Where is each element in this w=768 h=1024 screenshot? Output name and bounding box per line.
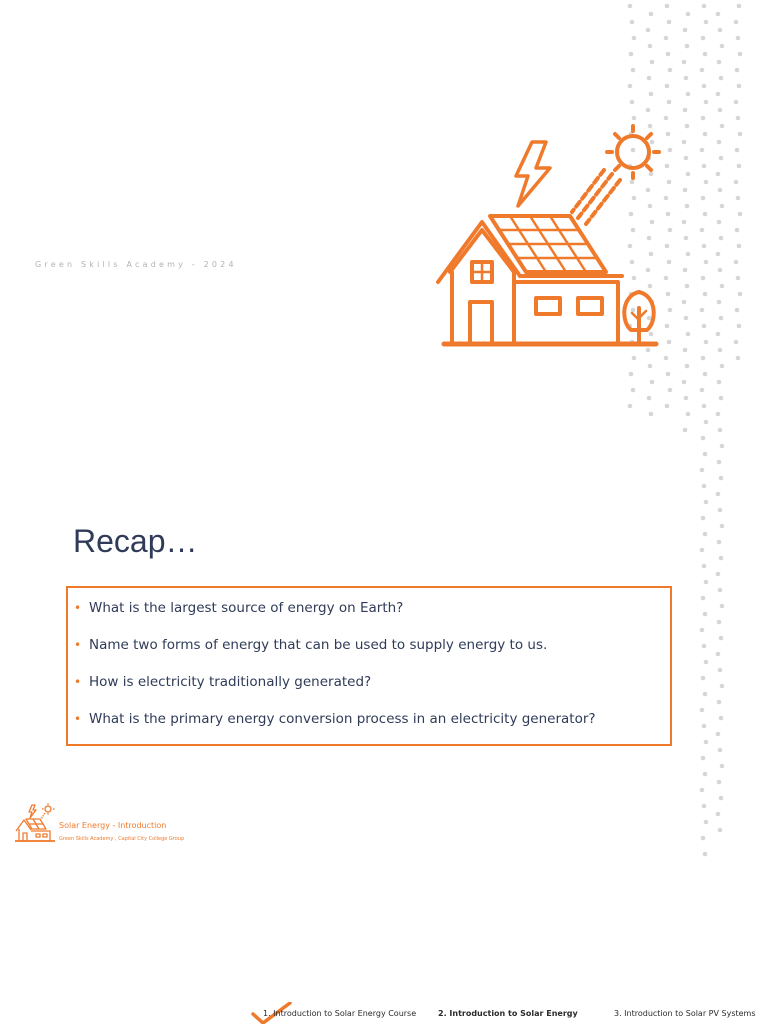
decorative-dot: [701, 116, 706, 121]
decorative-dot: [667, 20, 672, 25]
decorative-dot: [720, 284, 725, 289]
question-list: [68, 588, 670, 743]
decorative-dot: [686, 332, 691, 337]
decorative-dot: [703, 772, 708, 777]
decorative-dot: [629, 372, 634, 377]
decorative-dot: [703, 852, 708, 857]
decorative-dot: [716, 252, 721, 257]
decorative-dot: [736, 116, 741, 121]
decorative-dot: [632, 36, 637, 41]
decorative-dot: [720, 604, 725, 609]
decorative-dot: [668, 68, 673, 73]
decorative-dot: [628, 4, 633, 9]
decorative-dot: [719, 316, 724, 321]
decorative-dot: [668, 308, 673, 313]
decorative-dot: [704, 100, 709, 105]
decorative-dot: [716, 172, 721, 177]
decorative-dot: [735, 68, 740, 73]
decorative-dot: [646, 28, 651, 33]
decorative-dot: [717, 220, 722, 225]
decorative-dot: [701, 836, 706, 841]
decorative-dot: [682, 140, 687, 145]
decorative-dot: [704, 420, 709, 425]
decorative-dot: [701, 356, 706, 361]
decorative-dot: [684, 316, 689, 321]
decorative-dot: [628, 84, 633, 89]
decorative-dot: [684, 156, 689, 161]
decorative-dot: [736, 36, 741, 41]
decorative-dot: [665, 84, 670, 89]
decorative-dot: [682, 60, 687, 65]
decorative-dot: [685, 204, 690, 209]
decorative-dot: [700, 228, 705, 233]
decorative-dot: [682, 380, 687, 385]
decorative-dot: [704, 340, 709, 345]
decorative-dot: [701, 276, 706, 281]
decorative-dot: [720, 684, 725, 689]
decorative-dot: [685, 364, 690, 369]
decorative-dot: [716, 732, 721, 737]
decorative-dot: [665, 404, 670, 409]
decorative-dot: [716, 492, 721, 497]
decorative-dot: [700, 308, 705, 313]
decorative-dot: [717, 700, 722, 705]
decorative-dot: [719, 556, 724, 561]
decorative-dot: [719, 716, 724, 721]
decorative-dot: [701, 36, 706, 41]
decorative-dot: [717, 380, 722, 385]
decorative-dot: [686, 172, 691, 177]
decorative-dot: [738, 132, 743, 137]
decorative-dot: [718, 348, 723, 353]
decorative-dot: [737, 84, 742, 89]
decorative-dot: [719, 76, 724, 81]
decorative-dot: [719, 396, 724, 401]
decorative-dot: [682, 220, 687, 225]
decorative-dot: [717, 780, 722, 785]
decorative-dot: [683, 348, 688, 353]
decorative-dot: [668, 388, 673, 393]
decorative-dot: [666, 212, 671, 217]
decorative-dot: [686, 252, 691, 257]
decorative-dot: [683, 188, 688, 193]
list-item: [74, 706, 670, 743]
decorative-dot: [718, 588, 723, 593]
decorative-dot: [701, 756, 706, 761]
decorative-dot: [719, 636, 724, 641]
decorative-dot: [666, 292, 671, 297]
decorative-dot: [631, 388, 636, 393]
decorative-dot: [718, 508, 723, 513]
decorative-dot: [685, 124, 690, 129]
page-title: Recap…: [73, 523, 198, 559]
decorative-dot: [737, 324, 742, 329]
decorative-dot: [718, 828, 723, 833]
decorative-dot: [700, 148, 705, 153]
decorative-dot: [720, 444, 725, 449]
solar-house-icon: [430, 122, 666, 354]
decorative-dot: [738, 292, 743, 297]
decorative-dot: [720, 44, 725, 49]
decorative-dot: [736, 276, 741, 281]
decorative-dot: [664, 116, 669, 121]
decorative-dot: [700, 708, 705, 713]
decorative-dot: [683, 28, 688, 33]
list-item: [74, 669, 670, 706]
list-item: [74, 632, 670, 669]
decorative-dot: [703, 372, 708, 377]
decorative-dot: [683, 108, 688, 113]
decorative-dot: [702, 804, 707, 809]
decorative-dot: [703, 692, 708, 697]
decorative-dot: [737, 164, 742, 169]
decorative-dot: [703, 52, 708, 57]
decorative-dot: [686, 412, 691, 417]
decorative-dot: [700, 468, 705, 473]
decorative-dot: [704, 180, 709, 185]
nav-item-pv-systems[interactable]: 3. Introduction to Solar PV Systems: [614, 1009, 756, 1018]
decorative-dot: [716, 652, 721, 657]
decorative-dot: [718, 748, 723, 753]
decorative-dot: [702, 244, 707, 249]
decorative-dot: [720, 124, 725, 129]
decorative-dot: [682, 300, 687, 305]
decorative-dot: [702, 644, 707, 649]
decorative-dot: [647, 396, 652, 401]
question-text: How is electricity traditionally generated?: [89, 674, 372, 690]
decorative-dot: [631, 68, 636, 73]
question-text: Name two forms of energy that can be used to supply energy to us.: [89, 637, 548, 653]
decorative-dot: [628, 404, 633, 409]
decorative-dot: [718, 668, 723, 673]
nav-item-course[interactable]: 1. Introduction to Solar Energy Course: [263, 1009, 417, 1018]
decorative-dot: [716, 572, 721, 577]
bullet-dot-icon: •: [74, 638, 82, 652]
tagline: Green Skills Academy - 2024: [35, 260, 237, 269]
decorative-dot: [738, 52, 743, 57]
decorative-dot: [630, 20, 635, 25]
decorative-dot: [632, 116, 637, 121]
decorative-dot: [735, 228, 740, 233]
decorative-dot: [701, 676, 706, 681]
footer-title: Solar Energy - Introduction: [59, 821, 167, 830]
decorative-dot: [666, 372, 671, 377]
decorative-dot: [717, 300, 722, 305]
bullet-dot-icon: •: [74, 675, 82, 689]
decorative-dot: [703, 212, 708, 217]
decorative-dot: [734, 260, 739, 265]
decorative-dot: [737, 4, 742, 9]
decorative-dot: [701, 516, 706, 521]
decorative-dot: [704, 740, 709, 745]
question-text: What is the largest source of energy on Earth?: [89, 600, 404, 616]
decorative-dot: [648, 364, 653, 369]
decorative-dot: [649, 12, 654, 17]
decorative-dot: [716, 12, 721, 17]
decorative-dot: [665, 4, 670, 9]
decorative-dot: [630, 100, 635, 105]
decorative-dot: [703, 452, 708, 457]
nav-item-solar-energy[interactable]: 2. Introduction to Solar Energy: [438, 1009, 578, 1018]
decorative-dot: [704, 580, 709, 585]
decorative-dot: [664, 36, 669, 41]
decorative-dot: [684, 76, 689, 81]
decorative-dot: [684, 396, 689, 401]
decorative-dot: [700, 68, 705, 73]
decorative-dot: [717, 540, 722, 545]
decorative-dot: [685, 44, 690, 49]
bullet-dot-icon: •: [74, 712, 82, 726]
decorative-dot: [667, 180, 672, 185]
decorative-dot: [684, 236, 689, 241]
decorative-dot: [701, 436, 706, 441]
decorative-dot: [700, 388, 705, 393]
decorative-dot: [700, 788, 705, 793]
decorative-dot: [686, 92, 691, 97]
decorative-dot: [734, 100, 739, 105]
decorative-dot: [704, 20, 709, 25]
decorative-dot: [702, 4, 707, 9]
decorative-dot: [718, 268, 723, 273]
recap-questions-box: [66, 586, 672, 746]
decorative-dot: [702, 84, 707, 89]
decorative-dot: [736, 196, 741, 201]
decorative-dot: [686, 12, 691, 17]
decorative-dot: [703, 612, 708, 617]
decorative-dot: [666, 52, 671, 57]
decorative-dot: [719, 156, 724, 161]
decorative-dot: [704, 820, 709, 825]
decorative-dot: [734, 340, 739, 345]
decorative-dot: [649, 412, 654, 417]
decorative-dot: [702, 484, 707, 489]
decorative-dot: [650, 380, 655, 385]
decorative-dot: [702, 564, 707, 569]
decorative-dot: [716, 812, 721, 817]
decorative-dot: [704, 260, 709, 265]
list-item: [74, 595, 670, 632]
decorative-dot: [716, 92, 721, 97]
decorative-dot: [648, 44, 653, 49]
decorative-dot: [702, 724, 707, 729]
decorative-dot: [717, 620, 722, 625]
solar-house-logo-icon: [14, 803, 56, 843]
footer-subtitle: Green Skills Academy , Capital City College Group: [59, 836, 185, 842]
decorative-dot: [718, 188, 723, 193]
decorative-dot: [737, 244, 742, 249]
decorative-dot: [701, 596, 706, 601]
decorative-dot: [717, 60, 722, 65]
decorative-dot: [703, 532, 708, 537]
decorative-dot: [703, 292, 708, 297]
decorative-dot: [647, 76, 652, 81]
decorative-dot: [667, 340, 672, 345]
decorative-dot: [666, 132, 671, 137]
decorative-dot: [685, 284, 690, 289]
decorative-dot: [704, 500, 709, 505]
decorative-dot: [720, 364, 725, 369]
decorative-dot: [717, 460, 722, 465]
decorative-dot: [718, 28, 723, 33]
decorative-dot: [702, 164, 707, 169]
decorative-dot: [718, 108, 723, 113]
decorative-dot: [717, 140, 722, 145]
decorative-dot: [720, 204, 725, 209]
decorative-dot: [700, 548, 705, 553]
decorative-dot: [718, 428, 723, 433]
decorative-dot: [683, 428, 688, 433]
decorative-dot: [720, 764, 725, 769]
decorative-dot: [734, 180, 739, 185]
decorative-dot: [738, 212, 743, 217]
decorative-dot: [667, 100, 672, 105]
decorative-dot: [719, 476, 724, 481]
decorative-dot: [649, 92, 654, 97]
decorative-dot: [719, 796, 724, 801]
decorative-dot: [632, 356, 637, 361]
decorative-dot: [668, 228, 673, 233]
decorative-dot: [736, 356, 741, 361]
decorative-dot: [701, 196, 706, 201]
decorative-dot: [646, 108, 651, 113]
decorative-dot: [704, 660, 709, 665]
decorative-dot: [629, 52, 634, 57]
decorative-dot: [702, 404, 707, 409]
decorative-dot: [703, 132, 708, 137]
bullet-dot-icon: •: [74, 601, 82, 615]
decorative-dot: [716, 332, 721, 337]
decorative-dot: [716, 412, 721, 417]
decorative-dot: [683, 268, 688, 273]
decorative-dot: [735, 308, 740, 313]
decorative-dot: [735, 148, 740, 153]
decorative-dot: [664, 356, 669, 361]
question-text: What is the primary energy conversion process in an electricity generator?: [89, 711, 596, 727]
decorative-dot: [720, 524, 725, 529]
decorative-dot: [702, 324, 707, 329]
decorative-dot: [719, 236, 724, 241]
decorative-dot: [734, 20, 739, 25]
decorative-dot: [700, 628, 705, 633]
decorative-dot: [650, 60, 655, 65]
decorative-dot: [668, 148, 673, 153]
decorative-dot: [667, 260, 672, 265]
